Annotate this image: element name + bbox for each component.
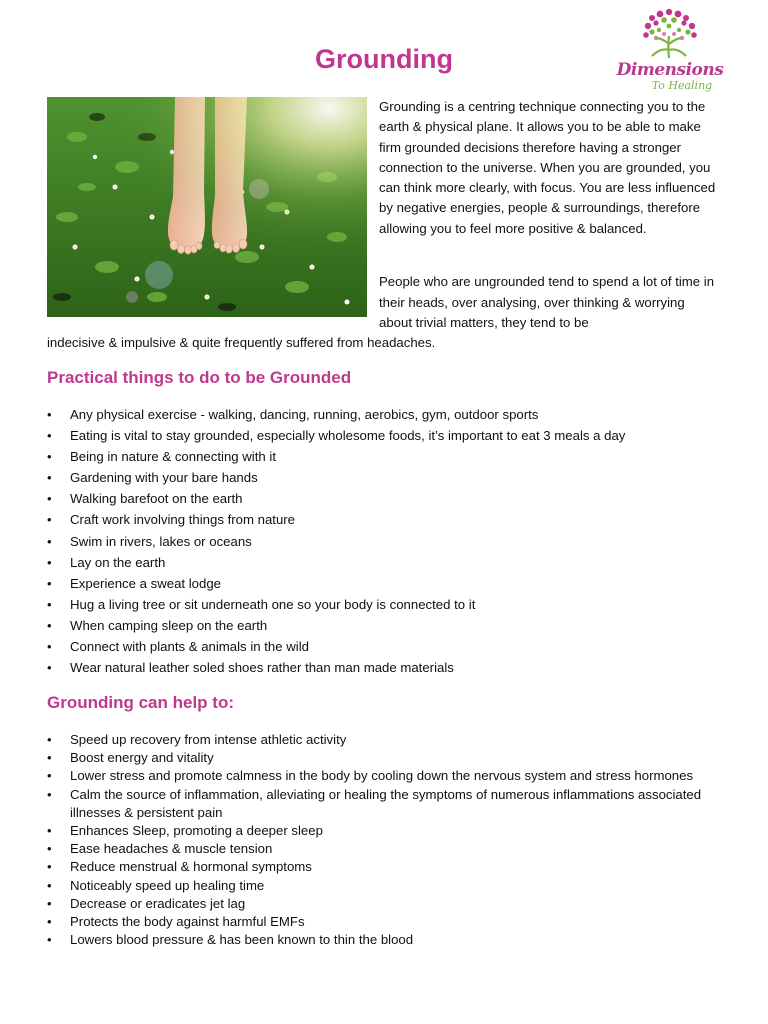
- list-item: • Lowers blood pressure & has been known to thin the blood: [47, 931, 737, 949]
- list-item: • Hug a living tree or sit underneath one so your body is connected to it: [47, 594, 737, 615]
- logo-wordmark: Dimensions: [616, 60, 724, 80]
- grounding-benefits-list: [47, 731, 737, 949]
- bare-feet-on-grass-photo: [47, 97, 367, 317]
- list-item: • Reduce menstrual & hormonal symptoms: [47, 858, 737, 876]
- list-item: • Any physical exercise - walking, dancing, running, aerobics, gym, outdoor sports: [47, 404, 737, 425]
- list-item: • Being in nature & connecting with it: [47, 446, 737, 467]
- tree-of-life-icon: [612, 8, 728, 64]
- list-item: • Ease headaches & muscle tension: [47, 840, 737, 858]
- list-item: • When camping sleep on the earth: [47, 615, 737, 636]
- list-item: • Craft work involving things from nature: [47, 509, 737, 530]
- intro-paragraph: Grounding is a centring technique connecting you to the earth & physical plane. It allows you to be able to make firm grounded decisions therefore having a stronger connection to the universe. When you are grounded, you can think more clearly, with focus. You are less influenced by negative energies, people & surroundings, therefore allowing you to feel more positive & balanced.: [379, 99, 716, 236]
- list-item: • Wear natural leather soled shoes rather than man made materials: [47, 657, 737, 678]
- list-item: • Decrease or eradicates jet lag: [47, 895, 737, 913]
- practical-things-list: [47, 404, 737, 678]
- list-item: • Speed up recovery from intense athletic activity: [47, 731, 737, 749]
- list-item: • Experience a sweat lodge: [47, 573, 737, 594]
- list-item: • Lower stress and promote calmness in the body by cooling down the nervous system and stress hormones: [47, 767, 737, 785]
- list-item: • Walking barefoot on the earth: [47, 488, 737, 509]
- list-item: • Swim in rivers, lakes or oceans: [47, 531, 737, 552]
- list-item: • Lay on the earth: [47, 552, 737, 573]
- list-item: • Protects the body against harmful EMFs: [47, 913, 737, 931]
- ungrounded-paragraph-end: indecisive & impulsive & quite frequently suffered from headaches.: [47, 335, 436, 350]
- grounding-benefits-heading: Grounding can help to:: [47, 693, 234, 712]
- list-item: • Calm the source of inflammation, alleviating or healing the symptoms of numerous inflammations associated illnesses & persistent pain: [47, 786, 737, 822]
- list-item: • Boost energy and vitality: [47, 749, 737, 767]
- list-item: • Noticeably speed up healing time: [47, 877, 737, 895]
- list-item: • Enhances Sleep, promoting a deeper sleep: [47, 822, 737, 840]
- ungrounded-paragraph-start: People who are ungrounded tend to spend a lot of time in their heads, over analysing, over thinking & worrying about trivial matters, they tend to be: [379, 274, 715, 330]
- page-title: Grounding: [315, 44, 453, 74]
- list-item: • Gardening with your bare hands: [47, 467, 737, 488]
- list-item: • Connect with plants & animals in the wild: [47, 636, 737, 657]
- logo-tagline: To Healing: [651, 79, 713, 92]
- practical-things-heading: Practical things to do to be Grounded: [47, 368, 352, 387]
- list-item: • Eating is vital to stay grounded, especially wholesome foods, it’s important to eat 3 meals a day: [47, 425, 737, 446]
- brand-logo: [612, 8, 728, 94]
